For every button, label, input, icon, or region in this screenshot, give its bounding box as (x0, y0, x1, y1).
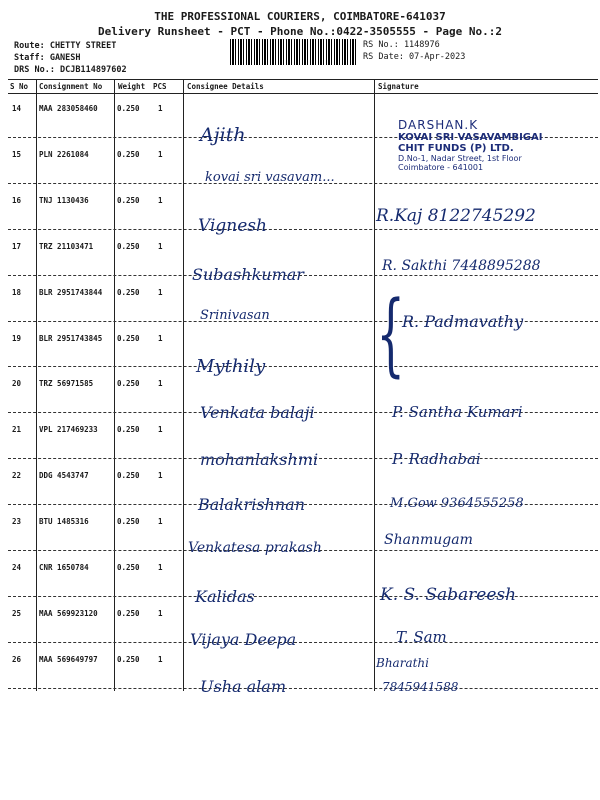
col-header-consignment: Consignment No (39, 82, 103, 91)
column-divider (36, 79, 37, 691)
staff-label: Staff: GANESH (14, 53, 81, 63)
row-sno: 25 (12, 609, 22, 618)
row-sno: 22 (12, 471, 22, 480)
row-consignment-no: MAA 569923120 (39, 609, 98, 618)
col-header-sno: S No (10, 82, 29, 91)
row-weight: 0.250 (117, 242, 140, 251)
consignee-handwriting: Balakrishnan (198, 495, 306, 514)
row-pcs: 1 (158, 150, 163, 159)
column-divider (114, 79, 115, 691)
brace-mark: { (376, 282, 405, 387)
row-weight: 0.250 (117, 104, 140, 113)
consignee-handwriting: Ajith (200, 124, 246, 146)
consignee-handwriting: Subashkumar (192, 265, 304, 284)
signature-handwriting: K. S. Sabareesh (380, 585, 517, 605)
consignee-handwriting: kovai sri vasavam... (205, 170, 335, 185)
row-divider (8, 229, 598, 230)
row-weight: 0.250 (117, 517, 140, 526)
rs-number: RS No.: 1148976 (363, 40, 440, 50)
row-consignment-no: CNR 1650784 (39, 563, 89, 572)
stamp-line: D.No-1, Nadar Street, 1st Floor (398, 154, 522, 163)
barcode (230, 39, 356, 65)
col-header-pcs: PCS (153, 82, 167, 91)
stamp-line: CHIT FUNDS (P) LTD. (398, 143, 514, 154)
route-label: Route: CHETTY STREET (14, 41, 117, 51)
consignee-handwriting: Vignesh (198, 216, 267, 236)
signature-handwriting: Shanmugam (384, 532, 473, 548)
row-weight: 0.250 (117, 334, 140, 343)
row-weight: 0.250 (117, 379, 140, 388)
col-header-weight: Weight (118, 82, 146, 91)
row-consignment-no: PLN 2261084 (39, 150, 89, 159)
consignee-handwriting: Srinivasan (200, 308, 270, 323)
row-sno: 23 (12, 517, 22, 526)
consignee-handwriting: Kalidas (195, 587, 255, 606)
signature-handwriting: P. Radhabai (392, 450, 481, 468)
consignee-handwriting: Usha alam (200, 677, 286, 696)
row-pcs: 1 (158, 288, 163, 297)
row-sno: 15 (12, 150, 22, 159)
column-divider (374, 79, 375, 691)
row-consignment-no: BLR 2951743845 (39, 334, 103, 343)
col-header-signature: Signature (378, 82, 419, 91)
row-consignment-no: DDG 4543747 (39, 471, 89, 480)
table-top-rule (8, 79, 598, 80)
signature-handwriting: T. Sam (396, 628, 447, 646)
row-pcs: 1 (158, 425, 163, 434)
stamp-line: Coimbatore - 641001 (398, 163, 484, 172)
row-weight: 0.250 (117, 150, 140, 159)
signature-handwriting: DARSHAN.K (398, 118, 479, 132)
signature-handwriting: R. Sakthi 7448895288 (382, 258, 541, 274)
signature-handwriting: M.Gow 9364555258 (390, 496, 524, 511)
row-weight: 0.250 (117, 471, 140, 480)
row-pcs: 1 (158, 609, 163, 618)
row-sno: 18 (12, 288, 22, 297)
column-divider (183, 79, 184, 691)
row-consignment-no: TRZ 21103471 (39, 242, 94, 251)
row-pcs: 1 (158, 334, 163, 343)
rs-date: RS Date: 07-Apr-2023 (363, 52, 466, 62)
company-stamp (398, 118, 578, 172)
row-divider (8, 366, 598, 367)
runsheet-subtitle: Delivery Runsheet - PCT - Phone No.:0422-3505555 - Page No.:2 (98, 25, 502, 38)
signature-handwriting: Bharathi (376, 656, 429, 670)
row-consignment-no: BLR 2951743844 (39, 288, 103, 297)
row-sno: 19 (12, 334, 22, 343)
table-header-rule (8, 93, 598, 94)
row-consignment-no: BTU 1485316 (39, 517, 89, 526)
row-sno: 21 (12, 425, 22, 434)
stamp-line: KOVAI SRI VASAVAMBIGAI (398, 132, 543, 143)
row-consignment-no: TNJ 1130436 (39, 196, 89, 205)
row-weight: 0.250 (117, 196, 140, 205)
consignee-handwriting: Vijaya Deepa (190, 630, 297, 649)
row-weight: 0.250 (117, 563, 140, 572)
signature-handwriting: 7845941588 (382, 680, 459, 694)
signature-handwriting: P. Santha Kumari (392, 403, 523, 421)
row-pcs: 1 (158, 655, 163, 664)
consignee-handwriting: Venkatesa prakash (188, 540, 322, 556)
row-pcs: 1 (158, 242, 163, 251)
row-sno: 24 (12, 563, 22, 572)
col-header-consignee: Consignee Details (187, 82, 264, 91)
row-pcs: 1 (158, 379, 163, 388)
company-title: THE PROFESSIONAL COURIERS, COIMBATORE-641037 (154, 10, 446, 23)
row-weight: 0.250 (117, 288, 140, 297)
row-sno: 16 (12, 196, 22, 205)
row-weight: 0.250 (117, 609, 140, 618)
row-consignment-no: MAA 283058460 (39, 104, 98, 113)
row-pcs: 1 (158, 517, 163, 526)
row-sno: 17 (12, 242, 22, 251)
consignee-handwriting: Mythily (196, 356, 266, 377)
row-consignment-no: MAA 569649797 (39, 655, 98, 664)
row-pcs: 1 (158, 471, 163, 480)
row-weight: 0.250 (117, 655, 140, 664)
row-divider (8, 688, 598, 689)
row-consignment-no: VPL 217469233 (39, 425, 98, 434)
row-sno: 20 (12, 379, 22, 388)
consignee-handwriting: Venkata balaji (200, 403, 315, 422)
row-divider (8, 642, 598, 643)
row-pcs: 1 (158, 104, 163, 113)
row-pcs: 1 (158, 196, 163, 205)
row-sno: 26 (12, 655, 22, 664)
signature-handwriting: R.Kaj 8122745292 (376, 206, 536, 226)
drs-number: DRS No.: DCJB114897602 (14, 65, 127, 75)
signature-handwriting: R. Padmavathy (402, 312, 524, 331)
row-pcs: 1 (158, 563, 163, 572)
row-sno: 14 (12, 104, 22, 113)
row-consignment-no: TRZ 56971585 (39, 379, 94, 388)
row-weight: 0.250 (117, 425, 140, 434)
consignee-handwriting: mohanlakshmi (200, 450, 319, 469)
